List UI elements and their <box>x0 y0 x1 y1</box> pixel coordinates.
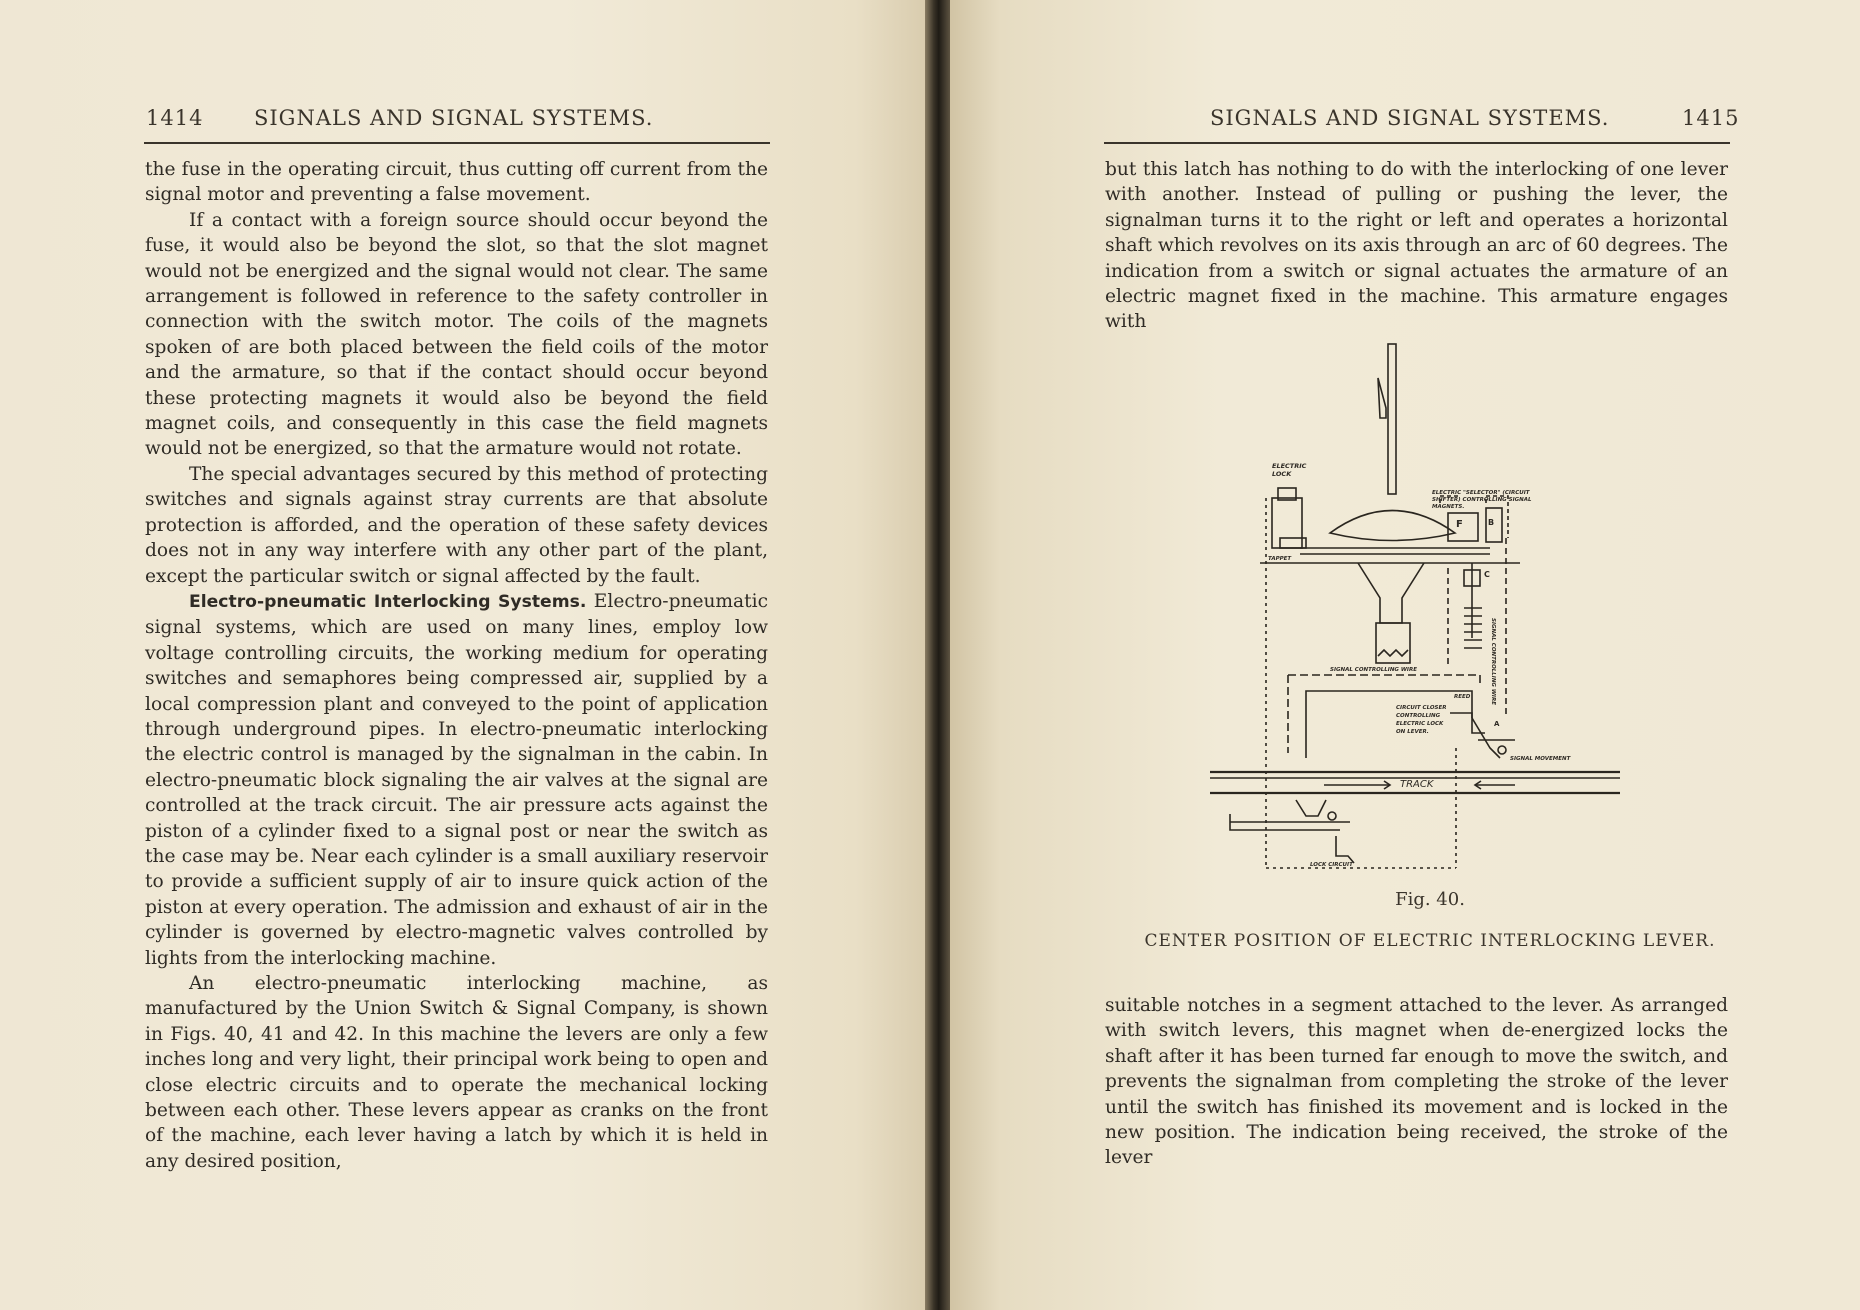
electric-lock-label: ELECTRIC LOCK <box>1272 462 1307 478</box>
base-block <box>1376 623 1410 663</box>
right-body-top <box>1105 157 1728 335</box>
spring <box>1378 650 1408 656</box>
crank-disc <box>1330 511 1455 541</box>
tappet-label: TAPPET <box>1268 556 1292 562</box>
reed-label: REED <box>1454 694 1471 700</box>
figure-caption: CENTER POSITION OF ELECTRIC INTERLOCKING LEVER. <box>1144 931 1716 951</box>
left-page-number: 1414 <box>146 106 204 130</box>
book-gutter <box>925 0 950 1310</box>
right-body-bottom <box>1105 993 1728 1171</box>
right-running-head <box>1210 106 1740 132</box>
selector-label: ELECTRIC "SELECTOR" (CIRCUIT SHIFTER) CONTROLLING SIGNAL MAGNETS. <box>1432 490 1532 510</box>
bracket <box>1358 563 1424 623</box>
paragraph: the fuse in the operating circuit, thus cutting off current from the signal motor and preventing a false movement. <box>145 159 768 206</box>
figure-number: Fig. 40. <box>1395 889 1465 910</box>
paragraph: suitable notches in a segment attached to the lever. As arranged with switch levers, this magnet when de-energized locks the shaft after it has been turned far enough to move the switch, and prevents the signalman from completing the stroke of the lever until the switch has finished its movement and is locked in the new position. The indication being received, the stroke of the lever <box>1105 995 1728 1169</box>
paragraph-with-heading <box>145 589 768 971</box>
c-label: C <box>1484 570 1490 579</box>
signal-wire-vertical-label: SIGNAL CONTROLLING WIRE <box>1490 618 1496 705</box>
section-heading: Electro-pneumatic Interlocking Systems. <box>189 591 587 612</box>
paragraph-text: Electro-pneumatic signal systems, which are used on many lines, employ low voltage controlling circuits, the working medium for operating switches and semaphores being compressed air, supplied by a local compression plant and conveyed to the point of application through underground pipes. In electro-pneumatic interlocking the electric control is managed by the signalman in the cabin. In electro-pneumatic block signaling the air valves at the signal are controlled at the track circuit. The air pressure acts against the piston of a cylinder fixed to a signal post or near the switch as the case may be. Near each cylinder is a small auxiliary reservoir to provide a sufficient supply of air to insure quick action of the piston at every operation. The admission and exhaust of air in the cylinder is governed by electro-magnetic valves controlled by lights from the interlocking machine. <box>145 590 768 969</box>
lock-rod <box>1336 836 1354 863</box>
contact-stack <box>1464 608 1482 648</box>
signal-movement-label: SIGNAL MOVEMENT <box>1510 756 1571 762</box>
interlocking-lever-diagram <box>1210 338 1630 878</box>
left-header-rule <box>144 142 770 144</box>
signal-wire-label: SIGNAL CONTROLLING WIRE <box>1330 667 1417 673</box>
paragraph: but this latch has nothing to do with the interlocking of one lever with another. Instead of pulling or pushing the lever, the signalman turns it to the right or left and operates a horizontal shaft which revolves on its axis through an arc of 60 degrees. The indication from a switch or signal actuates the armature of an electric magnet fixed in the machine. This armature engages with <box>1105 159 1728 333</box>
figure-40-diagram <box>1210 338 1630 878</box>
right-header-rule <box>1104 142 1730 144</box>
switch-pivot <box>1328 812 1336 820</box>
circuit-closer-label: CIRCUIT CLOSER CONTROLLING ELECTRIC LOCK ON LEVER. <box>1396 705 1447 735</box>
left-body <box>145 157 768 1174</box>
paragraph: An electro-pneumatic interlocking machine, as manufactured by the Union Switch & Signal Company, is shown in Figs. 40, 41 and 42. In this machine the levers are only a few inches long and very light, their principal work being to open and close electric circuits and to operate the mechanical locking between each other. These levers appear as cranks on the front of the machine, each lever having a latch by which it is held in any desired position, <box>145 973 768 1172</box>
b-label: B <box>1488 518 1495 527</box>
switch-point <box>1296 800 1326 816</box>
paragraph: The special advantages secured by this method of protecting switches and signals against stray currents are that absolute protection is afforded, and the operation of these safety devices does not in any way interfere with any other part of the plant, except the particular switch or signal affected by the fault. <box>145 463 768 587</box>
selector-magnet-f <box>1448 513 1478 541</box>
signal-pivot <box>1498 746 1506 754</box>
lever-shaft <box>1388 344 1396 494</box>
left-running-head <box>146 106 766 132</box>
signal-controlling-wire <box>1288 675 1480 683</box>
lever-handle <box>1378 378 1386 418</box>
left-running-title: SIGNALS AND SIGNAL SYSTEMS. <box>254 106 654 130</box>
a-label: A <box>1494 720 1500 728</box>
f-label: F <box>1456 519 1463 530</box>
paragraph: If a contact with a foreign source should occur beyond the fuse, it would also be beyond the slot, so that the slot magnet would not be energized and the signal would not clear. The same arrangement is followed in reference to the safety controller in connection with the switch motor. The coils of the magnets spoken of are both placed between the field coils of the motor and the armature, so that if the contact should occur beyond these protecting magnets it would also be beyond the field magnet coils, and consequently in this case the field magnets would not be energized, so that the armature would not rotate. <box>145 209 768 460</box>
track-label: TRACK <box>1400 779 1434 790</box>
right-running-title: SIGNALS AND SIGNAL SYSTEMS. <box>1210 106 1610 130</box>
lock-circuit-label: LOCK CIRCUIT <box>1310 862 1353 868</box>
electric-lock-box <box>1272 498 1302 548</box>
right-page-number: 1415 <box>1682 106 1740 130</box>
